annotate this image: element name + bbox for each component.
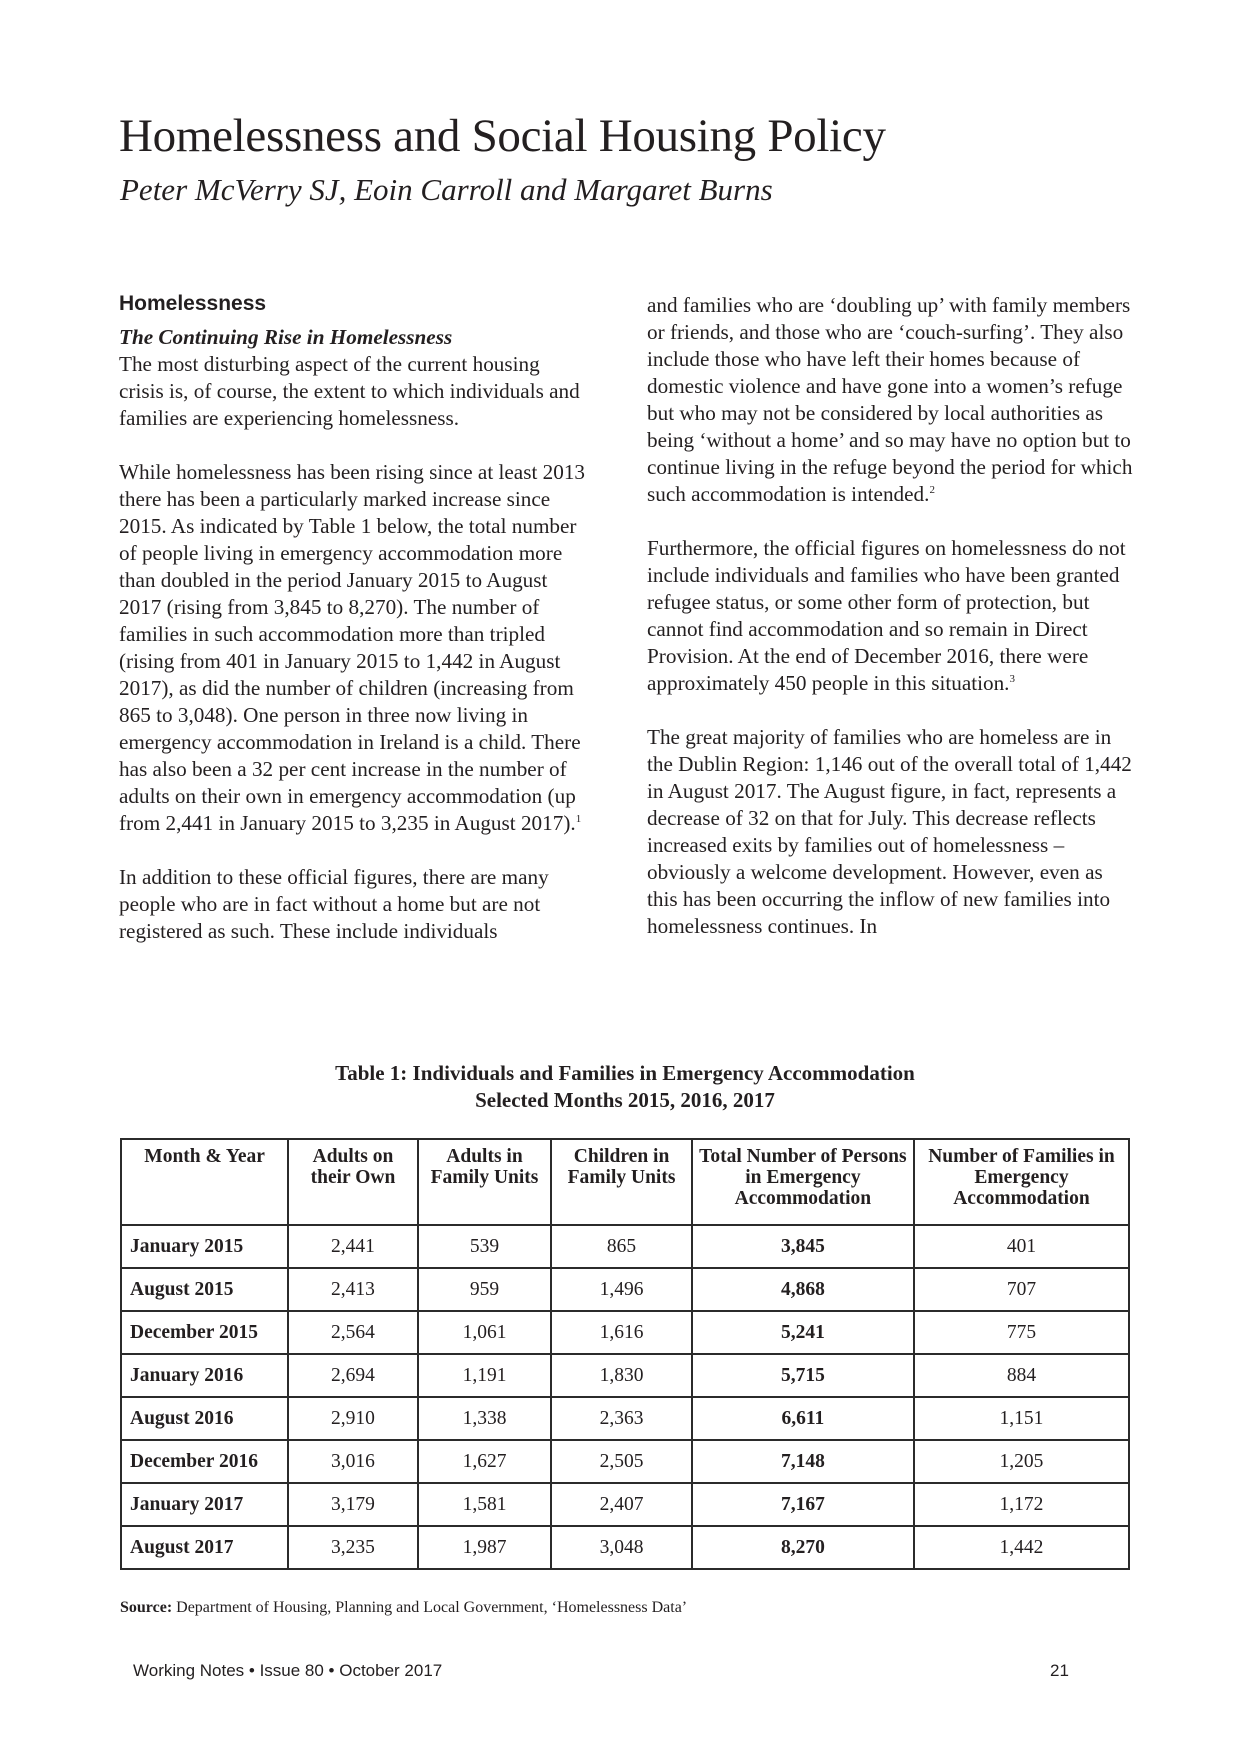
source-text: Department of Housing, Planning and Local Government, ‘Homelessness Data’ — [172, 1599, 688, 1616]
column-header: Total Number of Persons in Emergency Accommodation — [692, 1139, 914, 1225]
column-header: Children in Family Units — [551, 1139, 692, 1225]
footnote-marker[interactable]: 1 — [575, 813, 582, 825]
cell-total-persons: 8,270 — [692, 1526, 914, 1569]
cell-children-family: 1,496 — [551, 1268, 692, 1311]
cell-adults-family: 1,061 — [418, 1311, 551, 1354]
right-column — [647, 292, 1137, 967]
cell-families: 775 — [914, 1311, 1129, 1354]
cell-adults-family: 539 — [418, 1225, 551, 1268]
cell-adults-family: 1,338 — [418, 1397, 551, 1440]
table-body — [121, 1225, 1129, 1569]
cell-families: 401 — [914, 1225, 1129, 1268]
cell-total-persons: 5,715 — [692, 1354, 914, 1397]
cell-month-year: August 2015 — [121, 1268, 288, 1311]
paragraph — [647, 535, 1137, 697]
paragraph — [119, 459, 589, 837]
cell-total-persons: 5,241 — [692, 1311, 914, 1354]
paragraph-text: While homelessness has been rising since at least 2013 there has been a particularly marked increase since 2015. As indicated by Table 1 below, the total number of people living in emergency accommodation more than doubled in the period January 2015 to August 2017 (rising from 3,845 to 8,270). The number of families in such accommodation more than tripled (rising from 401 in January 2015 to 1,442 in August 2017), as did the number of children (increasing from 865 to 3,048). One person in three now living in emergency accommodation in Ireland is a child. There has also been a 32 per cent increase in the number of adults on their own in emergency accommodation (up from 2,441 in January 2015 to 3,235 in August 2017). — [119, 460, 586, 835]
column-header: Month & Year — [121, 1139, 288, 1225]
cell-month-year: December 2015 — [121, 1311, 288, 1354]
table-caption-line: Selected Months 2015, 2016, 2017 — [475, 1088, 775, 1112]
section-heading: Homelessness — [119, 292, 267, 315]
source-label: Source: — [120, 1599, 173, 1616]
cell-children-family: 2,505 — [551, 1440, 692, 1483]
table-row — [121, 1440, 1129, 1483]
table-row — [121, 1526, 1129, 1569]
cell-children-family: 2,407 — [551, 1483, 692, 1526]
cell-adults-family: 1,627 — [418, 1440, 551, 1483]
cell-children-family: 3,048 — [551, 1526, 692, 1569]
paragraph — [647, 724, 1137, 940]
column-header: Number of Families in Emergency Accommodation — [914, 1139, 1129, 1225]
cell-adults-own: 3,016 — [288, 1440, 418, 1483]
cell-adults-own: 3,235 — [288, 1526, 418, 1569]
cell-adults-family: 1,191 — [418, 1354, 551, 1397]
paragraph — [119, 351, 589, 432]
cell-children-family: 1,616 — [551, 1311, 692, 1354]
cell-adults-own: 2,413 — [288, 1268, 418, 1311]
article-authors: Peter McVerry SJ, Eoin Carroll and Margaret Burns — [120, 172, 773, 207]
paragraph-text: In addition to these official figures, there are many people who are in fact without a home but are not registered as such. These include individuals — [119, 865, 549, 943]
cell-total-persons: 6,611 — [692, 1397, 914, 1440]
cell-children-family: 2,363 — [551, 1397, 692, 1440]
cell-adults-own: 2,694 — [288, 1354, 418, 1397]
cell-adults-family: 1,581 — [418, 1483, 551, 1526]
table-source — [120, 1598, 687, 1618]
article-title: Homelessness and Social Housing Policy — [119, 110, 886, 162]
cell-children-family: 1,830 — [551, 1354, 692, 1397]
emergency-accommodation-table — [120, 1138, 1130, 1570]
table-row — [121, 1268, 1129, 1311]
cell-families: 884 — [914, 1354, 1129, 1397]
sub-heading: The Continuing Rise in Homelessness — [119, 325, 453, 349]
column-header: Adults on their Own — [288, 1139, 418, 1225]
cell-total-persons: 3,845 — [692, 1225, 914, 1268]
cell-month-year: August 2016 — [121, 1397, 288, 1440]
cell-children-family: 865 — [551, 1225, 692, 1268]
footnote-marker[interactable]: 2 — [929, 484, 935, 496]
table-caption — [120, 1060, 1130, 1114]
cell-families: 707 — [914, 1268, 1129, 1311]
cell-month-year: January 2016 — [121, 1354, 288, 1397]
table-row — [121, 1311, 1129, 1354]
paragraph-text: The most disturbing aspect of the current housing crisis is, of course, the extent to which individuals and families are experiencing homelessness. — [119, 352, 580, 430]
table-row — [121, 1397, 1129, 1440]
cell-families: 1,442 — [914, 1526, 1129, 1569]
cell-month-year: December 2016 — [121, 1440, 288, 1483]
cell-families: 1,151 — [914, 1397, 1129, 1440]
page-number: 21 — [1050, 1661, 1069, 1680]
cell-adults-own: 2,910 — [288, 1397, 418, 1440]
paragraph-text: Furthermore, the official figures on homelessness do not include individuals and families who have been granted refugee status, or some other form of protection, but cannot find accommodation and so remain in Direct Provision. At the end of December 2016, there were approximately 450 people in this situation. — [647, 536, 1126, 695]
cell-month-year: January 2015 — [121, 1225, 288, 1268]
paragraph — [119, 864, 589, 945]
cell-adults-own: 2,564 — [288, 1311, 418, 1354]
table-caption-line: Table 1: Individuals and Families in Emergency Accommodation — [335, 1061, 915, 1085]
cell-adults-family: 1,987 — [418, 1526, 551, 1569]
paragraph-text: and families who are ‘doubling up’ with family members or friends, and those who are ‘couch-surfing’. They also include those who have left their homes because of domestic violence and have gone into a women’s refuge but who may not be considered by local authorities as being ‘without a home’ and so may have no option but to continue living in the refuge beyond the period for which such accommodation is intended. — [647, 293, 1133, 506]
cell-adults-family: 959 — [418, 1268, 551, 1311]
table-row — [121, 1354, 1129, 1397]
table-header-row — [121, 1139, 1129, 1225]
footnote-marker[interactable]: 3 — [1009, 673, 1015, 685]
cell-families: 1,205 — [914, 1440, 1129, 1483]
cell-adults-own: 3,179 — [288, 1483, 418, 1526]
cell-month-year: August 2017 — [121, 1526, 288, 1569]
table-row — [121, 1225, 1129, 1268]
cell-total-persons: 7,167 — [692, 1483, 914, 1526]
column-header: Adults in Family Units — [418, 1139, 551, 1225]
paragraph-text: The great majority of families who are homeless are in the Dublin Region: 1,146 out of the overall total of 1,442 in August 2017. The August figure, in fact, represents a decrease of 32 on that for July. This decrease reflects increased exits by families out of homelessness – obviously a welcome development. However, even as this has been occurring the inflow of new families into homelessness continues. In — [647, 725, 1132, 938]
cell-total-persons: 4,868 — [692, 1268, 914, 1311]
cell-families: 1,172 — [914, 1483, 1129, 1526]
cell-total-persons: 7,148 — [692, 1440, 914, 1483]
cell-adults-own: 2,441 — [288, 1225, 418, 1268]
footer-publication: Working Notes • Issue 80 • October 2017 — [133, 1661, 443, 1680]
table-row — [121, 1483, 1129, 1526]
cell-month-year: January 2017 — [121, 1483, 288, 1526]
left-column — [119, 290, 589, 972]
paragraph — [647, 292, 1137, 508]
